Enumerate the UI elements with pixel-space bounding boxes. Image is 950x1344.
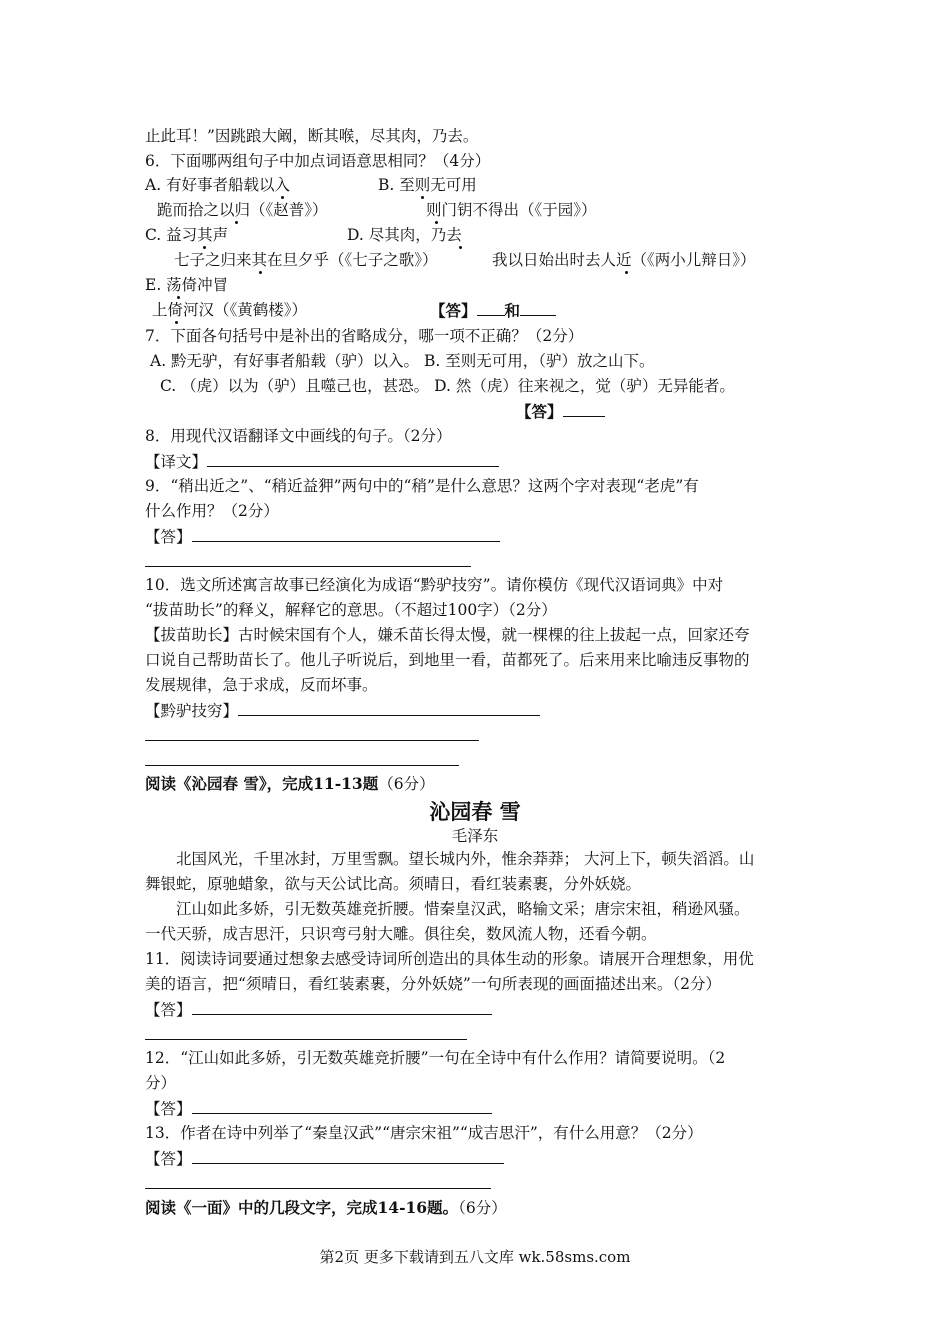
answer-line[interactable] xyxy=(145,740,479,741)
answer-blank[interactable] xyxy=(238,700,540,716)
poem-stanza1-line1: 北国风光，千里冰封，万里雪飘。望长城内外，惟余莽莽； 大河上下，顿失滔滔。山 xyxy=(176,850,755,868)
emphasis-dot xyxy=(236,218,237,219)
q9-answer xyxy=(145,526,500,547)
q10-answer xyxy=(145,700,540,721)
poem-stanza2-line2: 一代天骄，成吉思汗，只识弯弓射大雕。俱往矣，数风流人物，还看今朝。 xyxy=(145,925,657,943)
answer-and: 和 xyxy=(504,301,521,320)
q6-option-c: C. 益习其声 xyxy=(145,226,229,244)
q6-option-b-compare: 则门钥不得出（《于园》） xyxy=(426,201,597,219)
q6-option-a: A. 有好事者船载以入 xyxy=(145,176,291,194)
answer-label: 【译文】 xyxy=(145,453,208,471)
q6-option-b: B. 至则无可用 xyxy=(378,176,477,194)
section-heading: 阅读《沁园春 雪》，完成11-13题 xyxy=(145,774,379,793)
answer-line[interactable] xyxy=(145,566,471,567)
q6-option-d-compare: 我以日始出时去人近（《两小儿辩日》） xyxy=(492,251,756,269)
q6-option-a-compare: 跪而拾之以归（《赵普》） xyxy=(157,201,328,219)
poem-title: 沁园春 雪 xyxy=(429,800,521,824)
answer-line[interactable] xyxy=(145,1188,491,1189)
answer-label: 【答】 xyxy=(516,402,563,421)
poem-stanza1-line2: 舞银蛇，原驰蜡象，欲与天公试比高。须晴日，看红装素裹，分外妖娆。 xyxy=(145,875,642,893)
question-8: 8．用现代汉语翻译文中画线的句子。（2分） xyxy=(145,427,452,445)
example-definition-line2: 口说自己帮助苗长了。他儿子听说后，到地里一看，苗都死了。后来用来比喻违反事物的 xyxy=(145,651,750,669)
answer-blank[interactable] xyxy=(207,451,499,467)
example-definition-line3: 发展规律，急于求成，反而坏事。 xyxy=(145,676,378,694)
q11-answer xyxy=(145,999,492,1020)
question-10-line1: 10．选文所述寓言故事已经演化为成语“黔驴技穷”。请你模仿《现代汉语词典》中对 xyxy=(145,576,724,594)
poem-stanza2-line1: 江山如此多娇，引无数英雄竞折腰。惜秦皇汉武，略输文采；唐宗宋祖，稍逊风骚。 xyxy=(176,900,750,918)
question-11-line2: 美的语言，把“须晴日，看红装素裹，分外妖娆”一句所表现的画面描述出来。（2分） xyxy=(145,975,721,993)
answer-blank[interactable] xyxy=(563,401,605,417)
q6-option-c-compare: 七子之归来其在旦夕乎（《七子之歌》） xyxy=(174,251,438,269)
answer-label: 【答】 xyxy=(430,301,477,320)
emphasis-dot xyxy=(176,318,177,319)
q6-answer xyxy=(430,300,556,321)
section-score: （6分） xyxy=(458,1199,507,1217)
answer-line[interactable] xyxy=(145,1039,467,1040)
q8-answer xyxy=(145,451,499,472)
emphasis-dot xyxy=(460,243,461,244)
answer-blank[interactable] xyxy=(192,999,492,1015)
answer-blank-1[interactable] xyxy=(477,300,505,316)
emphasis-dot xyxy=(260,268,261,269)
reading-section-header xyxy=(145,774,435,794)
q7-options-cd: C. （虎）以为（驴）且噬己也，甚恐。 D. 然（虎）往来视之，觉（驴）无异能者。 xyxy=(160,377,735,395)
emphasis-dot xyxy=(626,268,627,269)
q6-option-e: E. 荡倚冲冒 xyxy=(145,276,229,294)
reading-section-header-2 xyxy=(145,1198,507,1218)
passage-last-line: 止此耳！”因跳踉大阚，断其喉，尽其肉，乃去。 xyxy=(145,127,479,145)
example-definition-line1: 【拔苗助长】古时候宋国有个人，嫌禾苗长得太慢，就一棵棵的往上拔起一点，回家还夸 xyxy=(145,626,750,644)
poem-author: 毛泽东 xyxy=(451,827,499,845)
question-7: 7．下面各句括号中是补出的省略成分，哪一项不正确？（2分） xyxy=(145,327,584,345)
emphasis-dot xyxy=(282,193,283,194)
answer-label: 【黔驴技穷】 xyxy=(145,702,239,720)
section-heading: 阅读《一面》中的几段文字，完成14-16题。 xyxy=(145,1198,459,1217)
question-6: 6．下面哪两组句子中加点词语意思相同？（4分） xyxy=(145,152,491,170)
answer-label: 【答】 xyxy=(145,1001,192,1019)
question-9-line1: 9．“稍出近之”、“稍近益狎”两句中的“稍”是什么意思？这两个字对表现“老虎”有 xyxy=(145,477,699,495)
answer-line[interactable] xyxy=(145,765,459,766)
answer-label: 【答】 xyxy=(145,528,192,546)
q6-option-d: D. 尽其肉，乃去 xyxy=(347,226,462,244)
answer-blank[interactable] xyxy=(192,1148,504,1164)
answer-label: 【答】 xyxy=(145,1100,192,1118)
question-12-line2: 分） xyxy=(145,1074,177,1092)
question-13: 13．作者在诗中列举了“秦皇汉武”“唐宗宋祖”“成吉思汗”，有什么用意？（2分） xyxy=(145,1124,703,1142)
answer-blank[interactable] xyxy=(192,1098,492,1114)
question-11-line1: 11．阅读诗词要通过想象去感受诗词所创造出的具体生动的形象。请展开合理想象，用优 xyxy=(145,950,754,968)
answer-label: 【答】 xyxy=(145,1150,192,1168)
emphasis-dot xyxy=(422,193,423,194)
q7-answer xyxy=(516,401,605,422)
page-footer: 第2页 更多下载请到五八文库 wk.58sms.com xyxy=(319,1248,631,1266)
question-12-line1: 12．“江山如此多娇，引无数英雄竞折腰”一句在全诗中有什么作用？请简要说明。（2 xyxy=(145,1049,726,1067)
emphasis-dot xyxy=(436,218,437,219)
section-score: （6分） xyxy=(378,775,435,793)
q7-options-ab: A. 黔无驴，有好事者船载（驴）以入。 B. 至则无可用，（驴）放之山下。 xyxy=(150,352,655,370)
emphasis-dot xyxy=(204,243,205,244)
answer-blank-2[interactable] xyxy=(520,300,556,316)
q6-option-e-compare: 上倚河汉（《黄鹤楼》） xyxy=(152,301,308,319)
question-10-line2: “拔苗助长”的释义，解释它的意思。（不超过100字）（2分） xyxy=(145,601,557,619)
q13-answer xyxy=(145,1148,504,1169)
q12-answer xyxy=(145,1098,492,1119)
answer-blank[interactable] xyxy=(192,526,500,542)
question-9-line2: 什么作用？（2分） xyxy=(145,502,279,520)
emphasis-dot xyxy=(178,293,179,294)
